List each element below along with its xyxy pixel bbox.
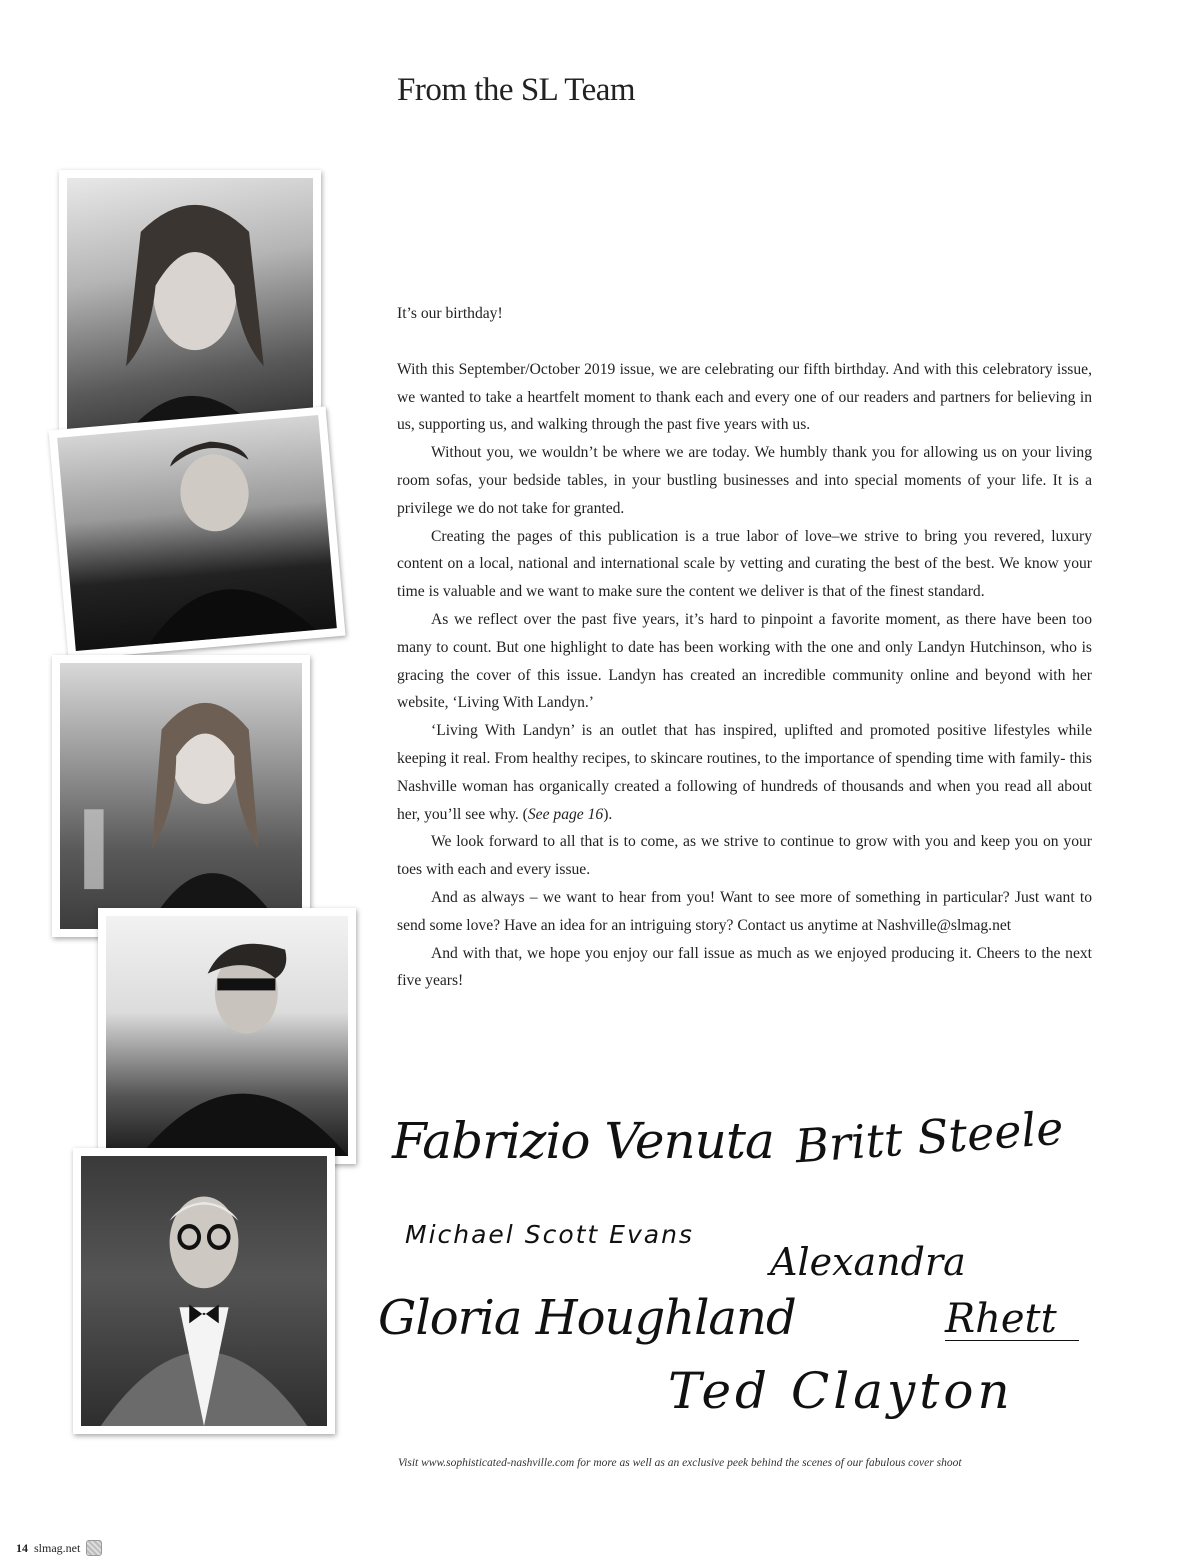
letter-paragraph-2: Without you, we wouldn’t be where we are today. We humbly thank you for allowing us on your living room sofas, your bedside tables, in your bustling businesses and into special moments of your life. It is a privilege we do not take for granted. (397, 444, 1092, 517)
signature-alexandra: Alexandra (770, 1240, 966, 1284)
team-photo-2 (49, 406, 346, 659)
letter-paragraph-8: And with that, we hope you enjoy our fall issue as much as we enjoyed producing it. Cheers to the next five years! (397, 944, 1092, 990)
signature-rhett: Rhett (945, 1298, 1079, 1341)
page-title: From the SL Team (397, 72, 636, 109)
website-note: Visit www.sophisticated-nashville.com for more as well as an exclusive peek behind the scenes of our fabulous cover shoot (398, 1457, 962, 1469)
letter-paragraph-5 (397, 717, 1092, 828)
letter-paragraph-4: As we reflect over the past five years, it’s hard to pinpoint a favorite moment, as there have been too many to count. But one highlight to date has been working with the one and only Landyn Hutchinson, who is gracing the cover of this issue. Landyn has created an incredible community online and beyond with her website, ‘Living With Landyn.’ (397, 610, 1092, 712)
letter-body (397, 300, 1092, 995)
signature-fabrizio-venuta: Fabrizio Venuta (392, 1112, 774, 1170)
letter-paragraph-1: With this September/October 2019 issue, we are celebrating our fifth birthday. And with this celebratory issue, we wanted to take a heartfelt moment to thank each and every one of our readers and partners for believing in us, supporting us, and walking through the past five years with us. (397, 360, 1092, 434)
see-page-reference: See page 16 (527, 805, 604, 823)
page-number: 14 (16, 1540, 28, 1555)
letter-greeting: It’s our birthday! (397, 305, 503, 322)
footer-site: slmag.net (34, 1540, 81, 1555)
magazine-logo-icon (86, 1540, 102, 1556)
letter-paragraph-3: Creating the pages of this publication is a true labor of love–we strive to bring you revered, luxury content on a local, national and international scale by vetting and curating the best of the best. We know your time is valuable and we want to make sure the content we deliver is that of the finest standard. (397, 527, 1092, 601)
signature-ted-clayton: Ted Clayton (668, 1362, 1014, 1420)
team-photo-3 (52, 655, 310, 937)
team-photo-5 (73, 1148, 335, 1434)
page-footer (16, 1540, 102, 1556)
signature-gloria-houghland: Gloria Houghland (378, 1290, 796, 1346)
see-page-close: ). (603, 805, 613, 823)
signature-britt-steele: Britt Steele (793, 1100, 1066, 1174)
signature-michael-scott-evans: Michael Scott Evans (405, 1220, 694, 1249)
letter-paragraph-6: We look forward to all that is to come, as we strive to continue to grow with you and keep you on your toes with each and every issue. (397, 833, 1092, 879)
team-photo-4 (98, 908, 356, 1164)
letter-paragraph-7: And as always – we want to hear from you! Want to see more of something in particular? Just want to send some love? Have an idea for an intriguing story? Contact us anytime at Nashville@slmag.net (397, 888, 1092, 934)
letter-paragraph-5-text: ‘Living With Landyn’ is an outlet that has inspired, uplifted and promoted positive lifestyles while keeping it real. From healthy recipes, to skincare routines, to the importance of spending time with family- this Nashville woman has organically created a following of hundreds of thousands and when you read all about her, you’ll see why. ( (397, 722, 1092, 823)
